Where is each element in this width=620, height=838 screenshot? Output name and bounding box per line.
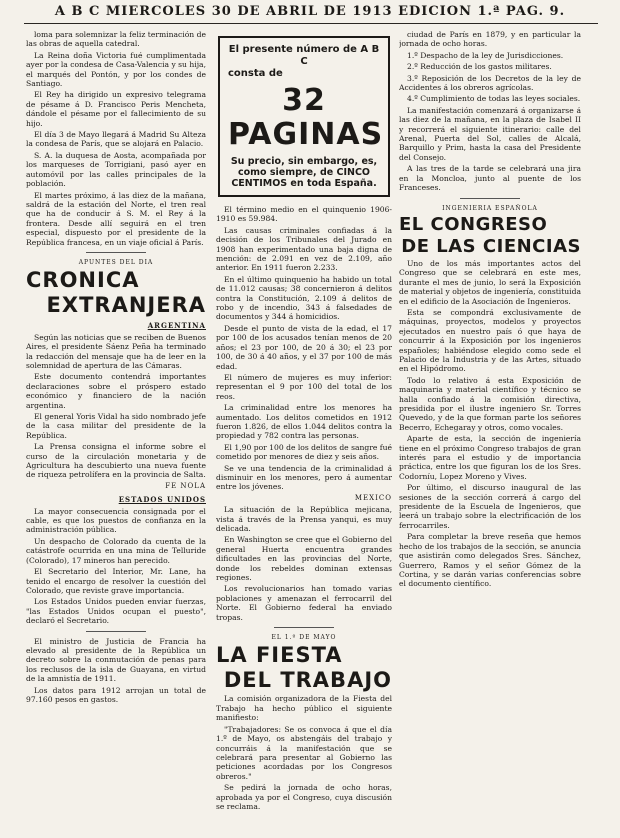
paragraph: S. A. la duquesa de Aosta, acompañada por los marqueses de Torrigiani, pasó ayer en automóvil por las calles principales de la población. — [26, 150, 206, 189]
divider — [86, 631, 146, 632]
column-3 — [399, 30, 581, 830]
paragraph: El término medio en el quinquenio 1906-1910 es 59.984. — [216, 205, 392, 224]
paragraph: Según las noticias que se reciben de Buenos Aires, el presidente Sáenz Peña ha terminado la redacción del mensaje que ha de leer en la solemnidad de apertura de las Cámaras. — [26, 332, 206, 370]
headline-del-trabajo: DEL TRABAJO — [223, 668, 392, 693]
box-line-2: consta de — [228, 68, 283, 79]
paragraph: En el último quinquenio ha habido un total de 11.012 causas; 38 concernieron á delitos contra la Constitución, 2.109 á delitos de robo y de incendio, 343 á falsedades de documentos y 344 á homicidios. — [216, 274, 392, 322]
paragraph: Uno de los más importantes actos del Congreso que se celebrará en este mes, durante el mes de junio, lo será la Exposición de material y objetos de ingeniería, constituida en el edificio de la Asociación de Ingenieros. — [399, 258, 581, 306]
paragraph: ciudad de París en 1879, y en particular la jornada de ocho horas. — [399, 30, 581, 49]
paragraph: El día 3 de Mayo llegará á Madrid Su Alteza la condesa de París, que se alojará en Palacio. — [26, 130, 206, 149]
paragraph: 4.º Cumplimiento de todas las leyes sociales. — [407, 94, 581, 104]
box-line-1: El presente número de A B C — [228, 44, 380, 67]
paragraph: La criminalidad entre los menores ha aumentado. Los delitos cometidos en 1912 fueron 1.826, de ellos 1.044 delitos contra la propiedad y 782 contra las personas. — [216, 403, 392, 441]
paragraph: La Prensa consigna el informe sobre el curso de la circulación monetaria y de Agricultura ha descubierto una nueva fuente de riqueza petrolífera en la provincia de Salta. — [26, 442, 206, 480]
column-2 — [216, 30, 392, 830]
paragraph: Un despacho de Colorado da cuenta de la catástrofe ocurrida en una mina de Telluride (Colorado), 17 mineros han perecido. — [26, 536, 206, 565]
subhead-argentina: ARGENTINA — [147, 321, 206, 331]
headline-extranjera: EXTRANJERA — [46, 293, 206, 318]
column-1 — [26, 30, 206, 830]
paragraph: El martes próximo, á las diez de la mañana, saldrá de la estación del Norte, el tren real que ha de conducir á S. M. el Rey á la frontera. Desde allí seguirá en el tren especial, dispuesto por el presidente de la República francesa, en un viaje oficial á París. — [26, 190, 206, 247]
paragraph: Esta se compondrá exclusivamente de máquinas, proyectos, modelos y proyectos ejecutados en nuestro país ó que haya de concurrir á la Exposición por los ingenieros españoles; habiéndose elegido como sede el Palacio de la Industria y de las Artes, situado en el Hipódromo. — [399, 307, 581, 374]
divider — [274, 627, 334, 628]
header-rule — [24, 23, 598, 24]
paragraph: Todo lo relativo á esta Exposición de maquinaria y material científico y técnico se halla confiado á la comisión directiva, presidida por el ilustre ingeniero Sr. Torres Quevedo, y de la que forman parte los señores Becerro, Echegaray y otros, como vocales. — [399, 375, 581, 432]
paragraph: El Rey ha dirigido un expresivo telegrama de pésame á D. Francisco Peris Mencheta, dándole el pésame por el fallecimiento de su hijo. — [26, 90, 206, 128]
paragraph: Se pedirá la jornada de ocho horas, aprobada ya por el Congreso, cuya discusión se reclama. — [216, 783, 392, 811]
section-kicker: EL 1.º DE MAYO — [271, 634, 337, 642]
paragraph: Desde el punto de vista de la edad, el 17 por 100 de los acusados tenían menos de 20 años; el 23 por 100, de 20 á 30; el 23 por 100, de 30 á 40 años, y el 37 por 100 de más edad. — [216, 323, 392, 371]
paragraph: La manifestación comenzará á organizarse á las diez de la mañana, en la plaza de Isabel II y recorrerá el siguiente itinerario: calle del Arenal, Puerta del Sol, calles de Alcalá, Barquillo y Prim, hasta la casa del Presidente del Consejo. — [399, 105, 581, 162]
paragraph: La situación de la República mejicana, vista á través de la Prensa yanqui, es muy delicada. — [216, 505, 392, 533]
paragraph: 2.º Reducción de los gastos militares. — [407, 62, 552, 72]
paragraph: El número de mujeres es muy inferior: representan el 9 por 100 del total de los reos. — [216, 372, 392, 401]
headline-de-las-ciencias: DE LAS CIENCIAS — [401, 235, 581, 257]
paragraph: Las causas criminales confiadas á la decisión de los Tribunales del Jurado en 1908 han experimentado una baja digna de mención: de 2.091 en vez de 2.109, año anterior. En 1911 fueron 2.233. — [216, 225, 392, 273]
section-kicker: APUNTES DEL DIA — [78, 258, 154, 266]
paragraph: El general Yoris Vidal ha sido nombrado jefe de la casa militar del presidente de la República. — [26, 412, 206, 440]
paragraph: Los revolucionarios han tomado varias poblaciones y amenazan el ferrocarril del Norte. El Gobierno federal ha enviado tropas. — [216, 584, 392, 622]
paragraph: A las tres de la tarde se celebrará una jira en la Moncloa, junto al puente de los Franceses. — [399, 164, 581, 193]
paragraph: El ministro de Justicia de Francia ha elevado al presidente de la República un decreto sobre la conmutación de penas para los reclusos de la isla de Guayana, en virtud de la amnistía de 1911. — [26, 636, 206, 684]
announcement-box — [218, 36, 390, 197]
section-kicker: INGENIERIA ESPAÑOLA — [442, 204, 538, 212]
paragraph: Se ve una tendencia de la criminalidad á disminuir en los menores, pero á aumentar entre los jóvenes. — [216, 463, 392, 492]
paragraph: "Trabajadores: Se os convoca á que el día 1.º de Mayo, os abstengáis del trabajo y concurráis á la manifestación que se celebrará para presentar al Gobierno las peticiones acordadas por los Congresos obreros." — [216, 724, 392, 781]
page-header: A B C MIERCOLES 30 DE ABRIL DE 1913 EDICION 1.ª PAG. 9. — [54, 4, 566, 19]
paragraph: 3.º Reposición de los Decretos de la ley de Accidentes á los obreros agrícolas. — [399, 73, 581, 93]
paragraph: La Reina doña Victoria fué cumplimentada ayer por la condesa de Casa-Valencia y su hija, el marqués del Pontón, y por los condes de Santiago. — [26, 50, 206, 89]
subhead-estados-unidos: ESTADOS UNIDOS — [118, 495, 206, 505]
headline-la-fiesta: LA FIESTA — [216, 643, 343, 668]
headline-el-congreso: EL CONGRESO — [399, 213, 548, 235]
paragraph: Este documento contendrá importantes declaraciones sobre el próspero estado económico y financiero de la nación argentina. — [26, 372, 206, 410]
headline-cronica: CRONICA — [26, 268, 140, 293]
paragraph: Aparte de esta, la sección de ingeniería tiene en el próximo Congreso trabajos de gran interés para el estudio y de importancia práctica, entre los que figuran los de los Sres. Codorníu, Lopez Moreno y Vives. — [399, 434, 581, 481]
box-pages-count: 32 PAGINAS — [228, 83, 384, 152]
paragraph: El 1,90 por 100 de los delitos de sangre fué cometido por menores de diez y seis años. — [216, 442, 392, 462]
paragraph: 1.º Despacho de la ley de Jurisdicciones. — [407, 50, 564, 60]
subhead-mexico: MEXICO — [354, 493, 392, 502]
paragraph: Para completar la breve reseña que hemos hecho de los trabajos de la sección, se anuncia que asistirán como delegados Sres. Sánchez, Guerrero, Ramos y el señor Gómez de la Cortina, y se darán varias conferencias sobre el documento científico. — [399, 532, 581, 589]
paragraph: Por último, el discurso inaugural de las sesiones de la sección correrá á cargo del presidente de la Escuela de Ingenieros, que leerá un trabajo sobre la electrificación de los ferrocarriles. — [399, 483, 581, 530]
divider — [86, 252, 146, 253]
signature: FE NOLA — [165, 481, 206, 490]
divider — [460, 198, 520, 199]
paragraph: La mayor consecuencia consignada por el cable, es que los puestos de confianza en la administración pública. — [26, 506, 206, 535]
paragraph: Los Estados Unidos pueden enviar fuerzas, "las Estados Unidos ocupan el puesto", declaró el Secretario. — [26, 597, 206, 626]
paragraph: La comisión organizadora de la Fiesta del Trabajo ha hecho público el siguiente manifiesto: — [216, 694, 392, 723]
paragraph: loma para solemnizar la feliz terminación de las obras de aquella catedral. — [26, 30, 206, 49]
paragraph: Los datos para 1912 arrojan un total de 97.160 pesos en gastos. — [26, 685, 206, 704]
box-price-note: Su precio, sin embargo, es, como siempre, de CINCO CENTIMOS en toda España. — [230, 156, 378, 189]
paragraph: En Washington se cree que el Gobierno del general Huerta encuentra grandes dificultades en las provincias del Norte, donde los rebeldes dominan extensas regiones. — [216, 535, 392, 583]
paragraph: El Secretario del Interior, Mr. Lane, ha tenido el encargo de resolver la cuestión del Colorado, que reviste grave importancia. — [26, 567, 206, 595]
